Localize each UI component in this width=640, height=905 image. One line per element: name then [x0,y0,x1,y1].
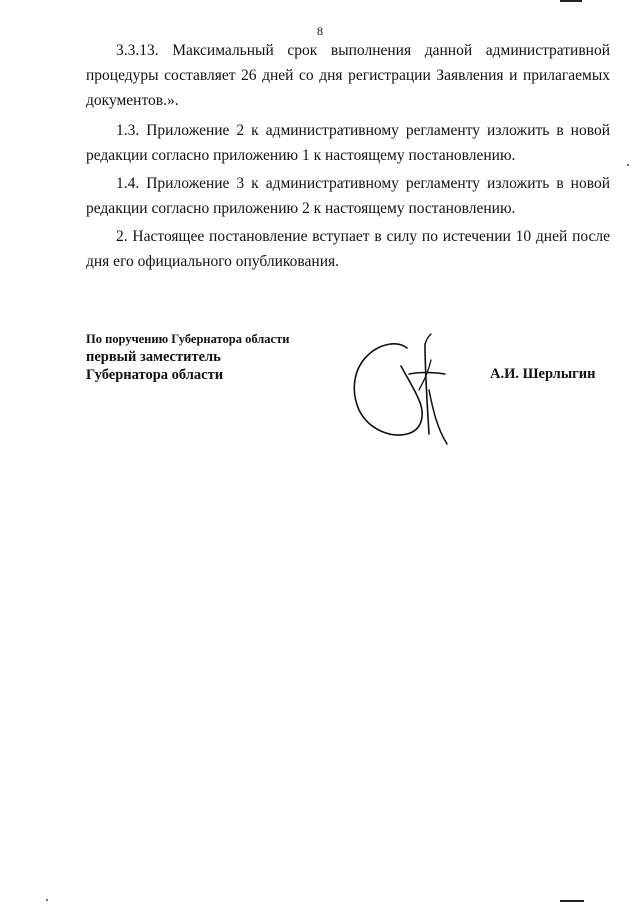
scan-speck [46,899,48,901]
scan-mark-bottom [560,900,584,902]
handwritten-signature [345,330,465,455]
paragraph-3-3-13: 3.3.13. Максимальный срок выполнения данной административной процедуры составляет 26 дней со дня регистрации Заявления и прилагаемых документов.». [86,42,610,109]
page-number: 8 [317,24,323,38]
scan-mark-top [560,0,582,2]
paragraph-1-4: 1.4. Приложение 3 к административному регламенту изложить в новой редакции согласно приложению 2 к настоящему постановлению. [86,175,610,217]
signatory-title-block [86,330,289,384]
signatory-position-line: первый заместитель [86,349,221,365]
signatory-position-line-2: Губернатора области [86,367,224,383]
paragraph-2: 2. Настоящее постановление вступает в силу по истечении 10 дней после дня его официального опубликования. [86,228,610,270]
scan-speck [627,164,629,166]
signatory-authority-line: По поручению Губернатора области [86,332,290,346]
paragraph-1-3: 1.3. Приложение 2 к административному регламенту изложить в новой редакции согласно приложению 1 к настоящему постановлению. [86,122,610,164]
signatory-name: А.И. Шерлыгин [490,366,596,382]
